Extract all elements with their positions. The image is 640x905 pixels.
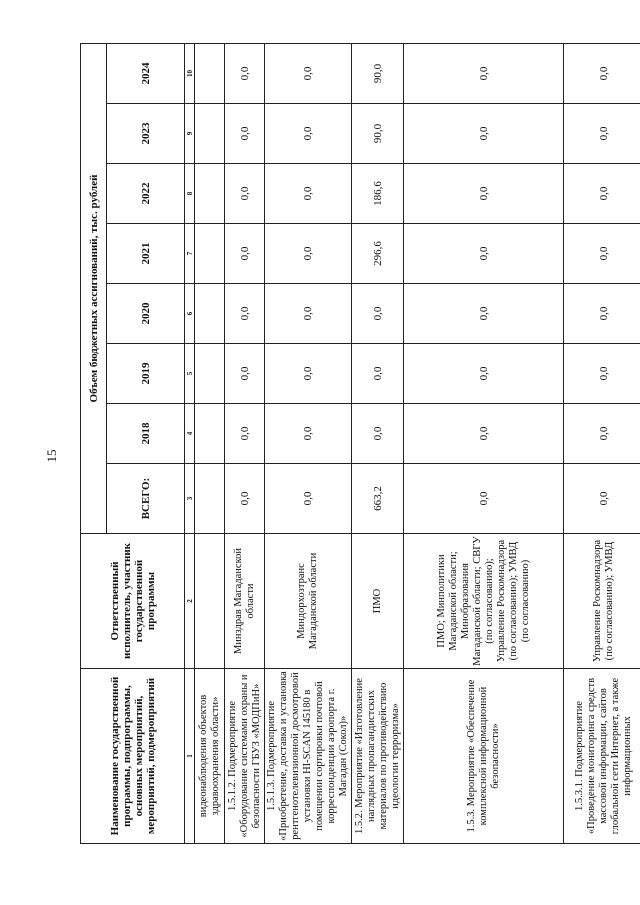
column-number: 6: [185, 284, 195, 344]
row-year-value: 0,0: [404, 164, 564, 224]
column-number: 4: [185, 404, 195, 464]
row-year-value: 0,0: [404, 104, 564, 164]
table-row: [404, 43, 564, 843]
row-year-value: [195, 104, 225, 164]
header-year: 2024: [107, 43, 185, 103]
row-year-value: 0,0: [225, 284, 265, 344]
header-year: 2019: [107, 344, 185, 404]
table-row: [195, 43, 225, 843]
row-year-value: 0,0: [265, 164, 352, 224]
row-year-value: 0,0: [225, 43, 265, 103]
column-number: 8: [185, 164, 195, 224]
header-year: 2018: [107, 404, 185, 464]
row-year-value: [195, 164, 225, 224]
row-name: видеонаблюдения объектов здравоохранения области»: [195, 669, 225, 844]
row-total: 0,0: [265, 464, 352, 534]
row-name: 1.5.1.3. Подмероприятие «Приобретение, доставка и установка рентгенотелевизионной досмотровой установки HI-SCAN 145180 в помещении сортировки почтовой корреспонденции аэропорта г. Магадан (Сокол)»: [265, 669, 352, 844]
row-year-value: [195, 284, 225, 344]
table-row: [265, 43, 352, 843]
row-year-value: 0,0: [564, 224, 640, 284]
row-year-value: 0,0: [265, 104, 352, 164]
row-executor: Миндорхозтранс Магаданской области: [265, 534, 352, 669]
row-year-value: 90,0: [352, 104, 404, 164]
row-year-value: 0,0: [404, 43, 564, 103]
table-row: [564, 43, 640, 843]
header-budget: Объем бюджетных ассигнований, тыс. рублей: [81, 43, 107, 533]
row-year-value: 0,0: [225, 404, 265, 464]
row-year-value: 0,0: [564, 284, 640, 344]
column-number: 9: [185, 104, 195, 164]
header-year: 2021: [107, 224, 185, 284]
column-number: 2: [185, 534, 195, 669]
rotated-page: [80, 44, 633, 844]
row-year-value: 0,0: [225, 104, 265, 164]
row-executor: ПМО: [352, 534, 404, 669]
row-year-value: 0,0: [404, 404, 564, 464]
row-total: [195, 464, 225, 534]
row-year-value: 0,0: [564, 164, 640, 224]
row-year-value: 296,6: [352, 224, 404, 284]
row-year-value: [195, 404, 225, 464]
row-total: 0,0: [225, 464, 265, 534]
row-year-value: 0,0: [265, 404, 352, 464]
header-year: 2023: [107, 104, 185, 164]
column-number: 1: [185, 669, 195, 844]
row-name: 1.5.2. Мероприятие «Изготовление наглядных пропагандистских материалов по противодействию идеологии терроризма»: [352, 669, 404, 844]
row-year-value: 0,0: [564, 404, 640, 464]
row-year-value: 0,0: [404, 284, 564, 344]
row-total: 663,2: [352, 464, 404, 534]
row-year-value: 0,0: [265, 344, 352, 404]
row-year-value: 0,0: [404, 224, 564, 284]
row-name: 1.5.1.2. Подмероприятие «Оборудование системами охраны и безопасности ГБУЗ «МОДПиН»: [225, 669, 265, 844]
row-year-value: 0,0: [564, 104, 640, 164]
row-year-value: 90,0: [352, 43, 404, 103]
row-year-value: 0,0: [352, 284, 404, 344]
budget-table: [80, 43, 640, 844]
header-total: ВСЕГО:: [107, 464, 185, 534]
column-number: 3: [185, 464, 195, 534]
row-year-value: 0,0: [404, 344, 564, 404]
row-year-value: 186,6: [352, 164, 404, 224]
row-year-value: 0,0: [265, 284, 352, 344]
header-year: 2022: [107, 164, 185, 224]
header-year: 2020: [107, 284, 185, 344]
row-year-value: [195, 344, 225, 404]
column-number: 10: [185, 43, 195, 103]
row-executor: Управление Роскомнадзора (по согласованию); УМВД: [564, 534, 640, 669]
row-year-value: 0,0: [352, 404, 404, 464]
row-executor: ПМО; Минполитики Магаданской области; Минобразования Магаданской области; СВГУ (по согласованию); Управление Роскомнадзора (по согласованию); УМВД (по согласованию): [404, 534, 564, 669]
row-year-value: 0,0: [352, 344, 404, 404]
column-number: 5: [185, 344, 195, 404]
row-year-value: 0,0: [225, 344, 265, 404]
row-name: 1.5.3.1. Подмероприятие «Проведение мониторинга средств массовой информации, сайтов глобальной сети Интернет, а также информационных: [564, 669, 640, 844]
column-number: 7: [185, 224, 195, 284]
header-executor: Ответственный исполнитель, участник государственной программы: [81, 534, 185, 669]
row-year-value: 0,0: [265, 43, 352, 103]
header-name: Наименование государственной программы, подпрограммы, основных мероприятий, мероприятий, подмероприятий: [81, 669, 185, 844]
row-total: 0,0: [404, 464, 564, 534]
row-total: 0,0: [564, 464, 640, 534]
row-year-value: 0,0: [225, 164, 265, 224]
row-year-value: 0,0: [225, 224, 265, 284]
table-row: [225, 43, 265, 843]
row-name: 1.5.3. Мероприятие «Обеспечение комплексной информационной безопасности»: [404, 669, 564, 844]
row-year-value: 0,0: [265, 224, 352, 284]
row-year-value: 0,0: [564, 43, 640, 103]
row-year-value: [195, 224, 225, 284]
row-year-value: 0,0: [564, 344, 640, 404]
table-row: [352, 43, 404, 843]
row-year-value: [195, 43, 225, 103]
row-executor: [195, 534, 225, 669]
page-number: 15: [44, 449, 59, 463]
row-executor: Минздрав Магаданской области: [225, 534, 265, 669]
